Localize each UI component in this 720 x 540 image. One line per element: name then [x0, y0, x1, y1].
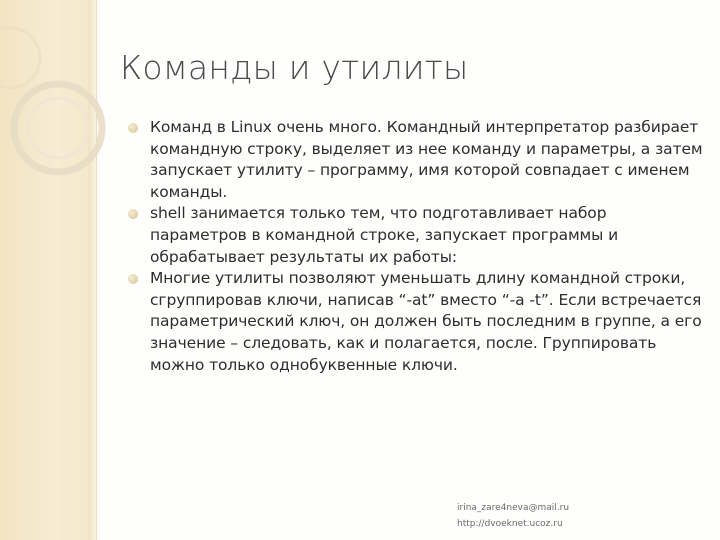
bullet-item [126, 268, 706, 376]
footer-url: http://dvoeknet.ucoz.ru [457, 519, 563, 529]
bullet-icon [128, 123, 138, 133]
bullet-text: shell занимается только тем, что подготавливает набор параметров в командной строке, запускает программы и обрабатывает результаты их работы: [150, 204, 619, 266]
bullet-icon [128, 274, 138, 284]
decorative-rings-icon [0, 0, 140, 240]
bullet-item [126, 203, 706, 268]
bullet-item [126, 117, 706, 203]
bullet-icon [128, 209, 138, 219]
bullet-text: Команд в Linux очень много. Командный интерпретатор разбирает командную строку, выделяет из нее команду и параметры, а затем запускает утилиту – программу, имя которой совпадает с именем команды. [150, 118, 703, 201]
slide-title: Команды и утилиты [120, 48, 469, 87]
bullet-text: Многие утилиты позволяют уменьшать длину командной строки, сгруппировав ключи, написав “-at” вместо “-a -t”. Если встречается параметрический ключ, он должен быть последним в группе, а его значение – следовать, как и полагается, после. Группировать можно только однобуквенные ключи. [150, 269, 702, 374]
footer-email: irina_zare4neva@mail.ru [457, 503, 570, 513]
slide-footer [457, 500, 569, 532]
bullet-list [126, 117, 706, 376]
band-divider [96, 0, 97, 540]
